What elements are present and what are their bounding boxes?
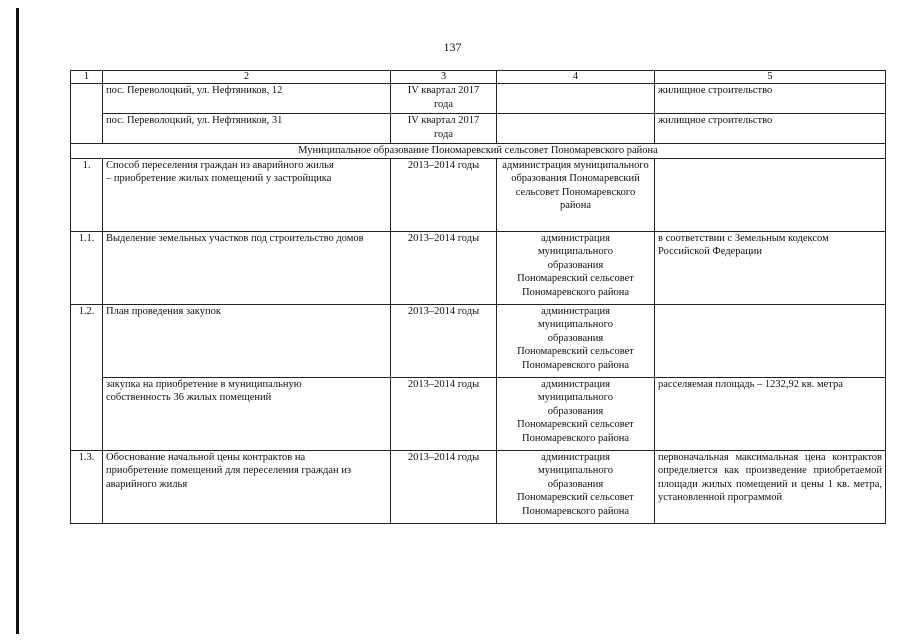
row-number [71,114,103,144]
row-period: 2013–2014 годы [391,304,497,377]
row-number: 1.2. [71,304,103,377]
row-period [391,84,497,114]
row-note: расселяемая площадь – 1232,92 кв. метра [655,377,886,450]
row-period: 2013–2014 годы [391,158,497,231]
row-executor-text: администрация муниципального образования Пономаревский сельсовет Пономаревского района [517,232,634,298]
column-number: 3 [391,71,497,84]
row-number: 1.3. [71,450,103,523]
row-executor [497,450,655,523]
table-row [71,450,886,523]
row-period-text: IV квартал 2017 года [407,115,480,140]
row-description [103,158,391,231]
row-note: жилищное строительство [655,84,886,114]
row-note: первоначальная максимальная цена контрактов определяется как произведение приобретаемой площади жилых помещений и цены 1 кв. метра, установленной программой [655,450,886,523]
row-executor [497,304,655,377]
row-note [655,304,886,377]
row-description-text: Способ переселения граждан из аварийного жилья – приобретение жилых помещений у застройщика [106,159,334,185]
row-executor-text: администрация муниципального образования Пономаревский сельсовет Пономаревского района [517,378,634,444]
row-period-text: IV квартал 2017 года [407,85,480,110]
row-description: пос. Переволоцкий, ул. Нефтяников, 31 [103,114,391,144]
scan-margin-bar [16,8,19,634]
row-note: жилищное строительство [655,114,886,144]
row-note: в соответствии с Земельным кодексом Российской Федерации [655,231,886,304]
row-executor [497,231,655,304]
table-row [71,84,886,114]
row-number [71,377,103,450]
row-executor [497,84,655,114]
column-number: 4 [497,71,655,84]
row-note [655,158,886,231]
row-description [103,377,391,450]
row-period [391,114,497,144]
row-period: 2013–2014 годы [391,450,497,523]
table-row [71,231,886,304]
row-number: 1.1. [71,231,103,304]
row-executor [497,377,655,450]
table-row [71,158,886,231]
row-period: 2013–2014 годы [391,231,497,304]
row-executor: администрация муниципального образования Пономаревский сельсовет Пономаревского района [497,158,655,231]
column-number: 2 [103,71,391,84]
table-row [71,114,886,144]
row-period: 2013–2014 годы [391,377,497,450]
row-executor-text: администрация муниципального образования Пономаревский сельсовет Пономаревского района [517,451,634,517]
row-description: пос. Переволоцкий, ул. Нефтяников, 12 [103,84,391,114]
table-row [71,304,886,377]
row-description: План проведения закупок [103,304,391,377]
column-number: 1 [71,71,103,84]
row-description-text: закупка на приобретение в муниципальную собственность 36 жилых помещений [106,378,302,404]
row-executor [497,114,655,144]
row-number: 1. [71,158,103,231]
row-executor-text: администрация муниципального образования Пономаревский сельсовет Пономаревского района [517,305,634,371]
section-row [71,144,886,159]
measures-table [70,70,886,524]
column-number: 5 [655,71,886,84]
row-description-text: Обоснование начальной цены контрактов на приобретение помещений для переселения граждан из аварийного жилья [106,451,351,490]
row-description [103,450,391,523]
row-description: Выделение земельных участков под строительство домов [103,231,391,304]
section-title: Муниципальное образование Пономаревский сельсовет Пономаревского района [71,144,886,159]
page-number: 137 [443,40,462,54]
column-number-row [71,71,886,84]
table-row [71,377,886,450]
row-number [71,84,103,114]
